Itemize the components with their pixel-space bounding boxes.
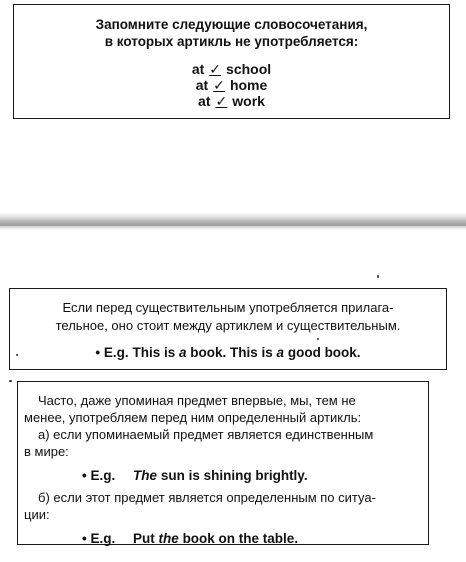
rule-intro-line: в которых артикль не употребляется: — [104, 34, 359, 49]
scan-speck — [317, 338, 319, 340]
rule-text — [18, 299, 438, 335]
example-label: E.g. — [90, 468, 116, 483]
rule-text-line: менее, употребляем перед ним определенный артикль: — [24, 410, 362, 425]
checkmark-icon: ✓ — [209, 61, 222, 77]
example-line — [10, 345, 446, 360]
example-label: E.g. — [90, 531, 116, 546]
page-divider — [0, 212, 466, 226]
rule-box-definite-article — [17, 381, 429, 545]
example-text: book on the table. — [182, 531, 299, 546]
bullet-icon: • — [82, 468, 87, 483]
phrase-preposition: at — [195, 77, 209, 93]
rule-text-line: в мире: — [24, 444, 69, 459]
example-text: sun is shining brightly. — [160, 468, 308, 483]
example-article: The — [133, 468, 158, 483]
rule-intro — [14, 16, 449, 50]
phrase-noun: work — [232, 93, 265, 109]
scan-speck — [16, 354, 18, 356]
example-article: the — [158, 531, 179, 546]
scan-speck — [377, 275, 379, 278]
rule-text-line: Если перед существительным употребляется прилага- — [62, 300, 394, 315]
bullet-icon: • — [82, 531, 87, 546]
checkmark-icon: ✓ — [215, 93, 228, 109]
phrase-item — [14, 93, 449, 109]
rule-box-no-article — [13, 4, 450, 119]
rule-point-a — [24, 426, 422, 460]
rule-text-line: Часто, даже упоминая предмет впервые, мы, тем не — [38, 393, 356, 408]
rule-text-line: б) если этот предмет является определенным по ситуа- — [38, 490, 376, 505]
page-divider-shadow — [0, 226, 466, 230]
example-label: E.g. — [103, 345, 129, 360]
phrase-item — [14, 77, 449, 93]
phrase-preposition: at — [198, 93, 211, 109]
example-article: a — [178, 345, 187, 360]
rule-intro — [24, 392, 422, 426]
rule-box-adjective — [9, 288, 447, 370]
rule-point-b — [24, 489, 422, 523]
example-text: This is — [132, 345, 176, 360]
example-text: good book. — [287, 345, 361, 360]
example-article: a — [276, 345, 285, 360]
example-line — [82, 531, 422, 546]
rule-intro-line: Запомните следующие словосочетания, — [95, 17, 368, 32]
scan-speck — [9, 380, 12, 382]
phrase-noun: school — [226, 61, 272, 77]
phrase-noun: home — [229, 77, 268, 93]
checkmark-icon: ✓ — [213, 77, 225, 93]
phrase-item — [14, 61, 449, 77]
bullet-icon: • — [95, 345, 101, 360]
rule-text-line: ции: — [24, 507, 50, 522]
rule-text-line: а) если упоминаемый предмет является единственным — [38, 427, 374, 442]
rule-text-line: тельное, оно стоит между артиклем и существительным. — [55, 318, 401, 333]
phrase-preposition: at — [191, 61, 205, 77]
phrase-list — [14, 61, 449, 109]
example-line — [82, 468, 422, 483]
example-text: Put — [133, 531, 155, 546]
example-text: book. This is — [190, 345, 273, 360]
